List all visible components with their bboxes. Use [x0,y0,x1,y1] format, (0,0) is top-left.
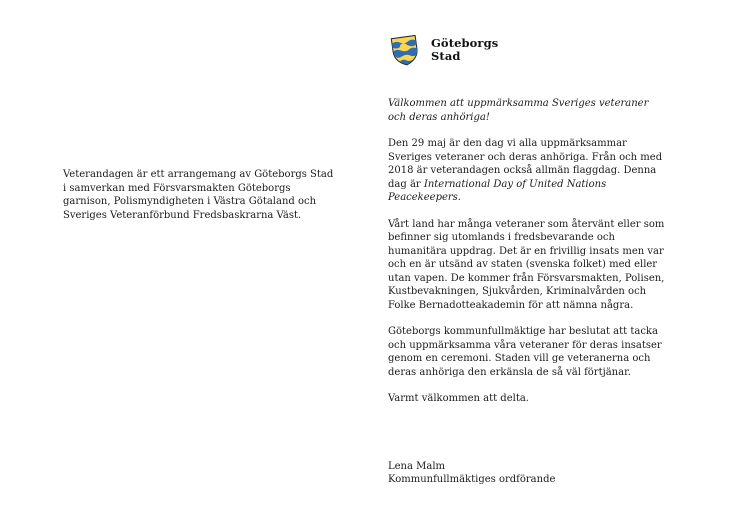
goteborgs-stad-shield-icon [388,33,422,67]
body-paragraph-3: Göteborgs kommunfullmäktige har beslutat att tacka och uppmärksamma våra veteraner för deras insatser genom en ceremoni. Staden vill ge veteranerna och deras anhöriga den erkänsla de så väl förtjänar. [388,326,662,378]
logo-wordmark-line1: Göteborgs [431,36,499,50]
logo-wordmark [431,37,498,63]
signature-title: Kommunfullmäktiges ordförande [388,474,556,485]
body-paragraph-1-text: Den 29 maj är den dag vi alla uppmärksammar Sveriges veteraner och deras anhöriga. Från och med 2018 är veterandagen också allmän flaggdag. Denna dag är [388,138,663,190]
goteborgs-stad-logo [388,33,666,67]
body-paragraph-2: Vårt land har många veteraner som återvänt eller som befinner sig utomlands i fredsbevarande och humanitära uppdrag. Det är en frivillig insats men var och en är utsänd av staten (svenska folket) med eller utan vapen. De kommer från Försvarsmakten, Polisen, Kustbevakningen, Sjukvården, Kriminalvården och Folke Bernadotteakademin för att nämna några. [388,218,665,311]
left-intro-paragraph: Veterandagen är ett arrangemang av Göteborgs Stad i samverkan med Försvarsmakten Göteborgs garnison, Polismyndigheten i Västra Götaland och Sveriges Veteranförbund Fredsbaskrarna Väst. [63,169,334,221]
signature-block [388,460,666,487]
body-paragraph-1-italic-text: International Day of United Nations Peacekeepers. [388,178,607,203]
closing-line: Varmt välkommen att delta. [388,393,529,404]
salutation-paragraph: Välkommen att uppmärksamma Sveriges veteraner och deras anhöriga! [388,98,649,123]
signature-name: Lena Malm [388,460,446,472]
logo-wordmark-line2: Stad [431,49,461,63]
body-paragraph-1 [388,137,666,205]
right-column [388,33,666,487]
